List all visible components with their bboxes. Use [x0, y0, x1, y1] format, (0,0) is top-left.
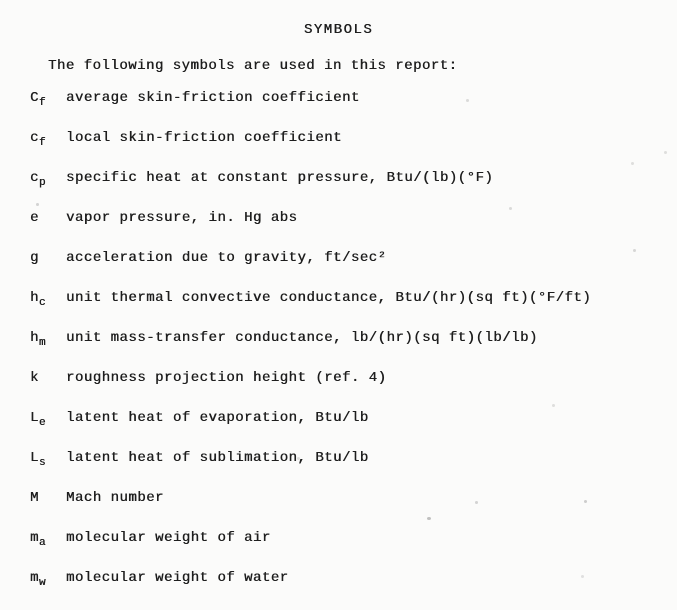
symbol-row — [30, 290, 671, 330]
scan-speck — [475, 501, 478, 504]
symbol-row — [30, 370, 671, 410]
symbol — [30, 530, 66, 548]
symbol-row — [30, 170, 671, 210]
scan-speck — [633, 249, 636, 252]
symbol — [30, 90, 66, 108]
scan-speck — [631, 162, 634, 165]
scan-speck — [584, 500, 587, 503]
symbol — [30, 370, 66, 387]
scan-speck — [466, 99, 469, 102]
symbol-description: specific heat at constant pressure, Btu/(lb)(°F) — [66, 170, 494, 186]
symbol-row — [30, 210, 671, 250]
symbol-row — [30, 490, 671, 530]
symbol — [30, 210, 66, 227]
symbol-row — [30, 130, 671, 170]
symbol-base: c — [30, 170, 39, 186]
symbol-base: m — [30, 570, 39, 586]
symbol-base: h — [30, 290, 39, 306]
symbol-base: L — [30, 450, 39, 466]
symbol-subscript: f — [38, 97, 46, 109]
scan-speck — [664, 151, 667, 154]
symbol — [30, 250, 66, 267]
symbol-base: k — [30, 370, 39, 386]
symbol-base: C — [30, 90, 39, 106]
symbol-subscript: m — [38, 337, 46, 349]
section-title: SYMBOLS — [303, 22, 374, 38]
symbol-subscript: p — [38, 177, 46, 189]
symbol-description: unit mass-transfer conductance, lb/(hr)(sq ft)(lb/lb) — [66, 330, 538, 346]
symbol-description: molecular weight of air — [66, 530, 271, 546]
symbol-row — [30, 530, 671, 570]
symbol-base: g — [30, 250, 39, 266]
symbol-base: c — [30, 130, 39, 146]
symbol-subscript: w — [38, 577, 46, 589]
symbol-row — [30, 90, 671, 130]
symbol-subscript: a — [38, 537, 46, 549]
symbol-base: e — [30, 210, 39, 226]
symbols-list — [30, 90, 671, 610]
symbol-row — [30, 330, 671, 370]
symbol-subscript: c — [38, 297, 46, 309]
symbol-row — [30, 570, 671, 610]
scan-speck — [427, 517, 431, 520]
symbol-description: average skin-friction coefficient — [66, 90, 360, 106]
symbol-description: unit thermal convective conductance, Btu/(hr)(sq ft)(°F/ft) — [66, 290, 592, 306]
scan-speck — [509, 207, 512, 210]
symbol — [30, 570, 66, 588]
scan-speck — [297, 457, 300, 460]
symbol-description: local skin-friction coefficient — [66, 130, 342, 146]
scan-speck — [36, 203, 39, 206]
symbol — [30, 290, 66, 308]
symbol-description: vapor pressure, in. Hg abs — [66, 210, 298, 226]
symbol-base: m — [30, 530, 39, 546]
symbol-base: h — [30, 330, 39, 346]
symbol — [30, 410, 66, 428]
symbol-subscript: s — [38, 457, 46, 469]
symbol-subscript: e — [38, 417, 46, 429]
symbol-description: acceleration due to gravity, ft/sec² — [66, 250, 387, 266]
symbol-row — [30, 450, 671, 490]
symbol-description: latent heat of sublimation, Btu/lb — [66, 450, 369, 466]
scan-speck — [581, 575, 584, 578]
intro-text: The following symbols are used in this report: — [48, 58, 458, 74]
symbol-subscript: f — [38, 137, 46, 149]
symbol-description: roughness projection height (ref. 4) — [66, 370, 387, 386]
symbol-description: molecular weight of water — [66, 570, 289, 586]
symbol-row — [30, 250, 671, 290]
symbol-description: Mach number — [66, 490, 164, 506]
symbol-base: L — [30, 410, 39, 426]
symbol-row — [30, 410, 671, 450]
scan-speck — [552, 404, 555, 407]
symbol — [30, 130, 66, 148]
symbol — [30, 170, 66, 188]
symbol-base: M — [30, 490, 39, 506]
symbol — [30, 330, 66, 348]
symbol-description: latent heat of evaporation, Btu/lb — [66, 410, 369, 426]
symbol — [30, 490, 66, 507]
symbol — [30, 450, 66, 468]
